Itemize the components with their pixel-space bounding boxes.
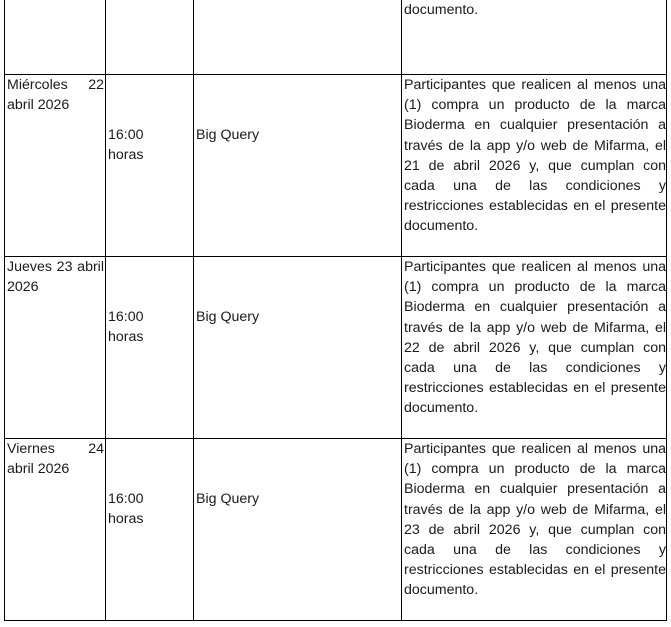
time-value: 16:00 — [108, 491, 144, 507]
time-cell — [106, 439, 194, 621]
time-unit: horas — [108, 329, 144, 346]
system-text: Big Query — [196, 491, 260, 507]
system-cell — [194, 439, 402, 621]
schedule-table — [4, 0, 667, 621]
time-value: 16:00 — [108, 309, 144, 325]
date-text: Viernes 24 abril 2026 — [7, 441, 104, 478]
description-text: Participantes que realicen al menos una (1) compra un producto de la marca Bioderma en cualquier presentación a través de la app y/o web de Mifarma, el 23 de abril 2026 y, que cumplan con cada una de las condiciones y restricciones establecidas en el presente documento. — [404, 441, 666, 599]
description-cell — [402, 439, 667, 621]
table-row — [5, 257, 667, 439]
description-cell — [402, 257, 667, 439]
description-cell — [402, 75, 667, 257]
description-text: Participantes que realicen al menos una (1) compra un producto de la marca Bioderma en cualquier presentación a través de la app y/o web de Mifarma, el 21 de abril 2026 y, que cumplan con cada una de las condiciones y restricciones establecidas en el presente documento. — [404, 77, 666, 235]
date-cell — [5, 257, 106, 439]
time-cell — [106, 0, 194, 75]
description-text: documento. — [404, 2, 479, 18]
system-cell — [194, 0, 402, 75]
date-text: Jueves 23 abril 2026 — [7, 259, 104, 296]
time-cell — [106, 75, 194, 257]
time-value: 16:00 — [108, 127, 144, 143]
system-cell — [194, 75, 402, 257]
system-text: Big Query — [196, 309, 260, 325]
date-cell — [5, 439, 106, 621]
time-unit: horas — [108, 147, 144, 164]
description-cell — [402, 0, 667, 75]
date-cell — [5, 75, 106, 257]
table-row — [5, 0, 667, 75]
table-row — [5, 75, 667, 257]
table-row — [5, 439, 667, 621]
date-text: Miércoles 22 abril 2026 — [7, 77, 104, 114]
system-cell — [194, 257, 402, 439]
time-unit: horas — [108, 511, 144, 528]
date-cell — [5, 0, 106, 75]
time-cell — [106, 257, 194, 439]
time-text — [108, 125, 193, 165]
time-text — [108, 307, 193, 347]
time-text — [108, 489, 193, 529]
system-text: Big Query — [196, 127, 260, 143]
description-text: Participantes que realicen al menos una (1) compra un producto de la marca Bioderma en cualquier presentación a través de la app y/o web de Mifarma, el 22 de abril 2026 y, que cumplan con cada una de las condiciones y restricciones establecidas en el presente documento. — [404, 259, 666, 417]
